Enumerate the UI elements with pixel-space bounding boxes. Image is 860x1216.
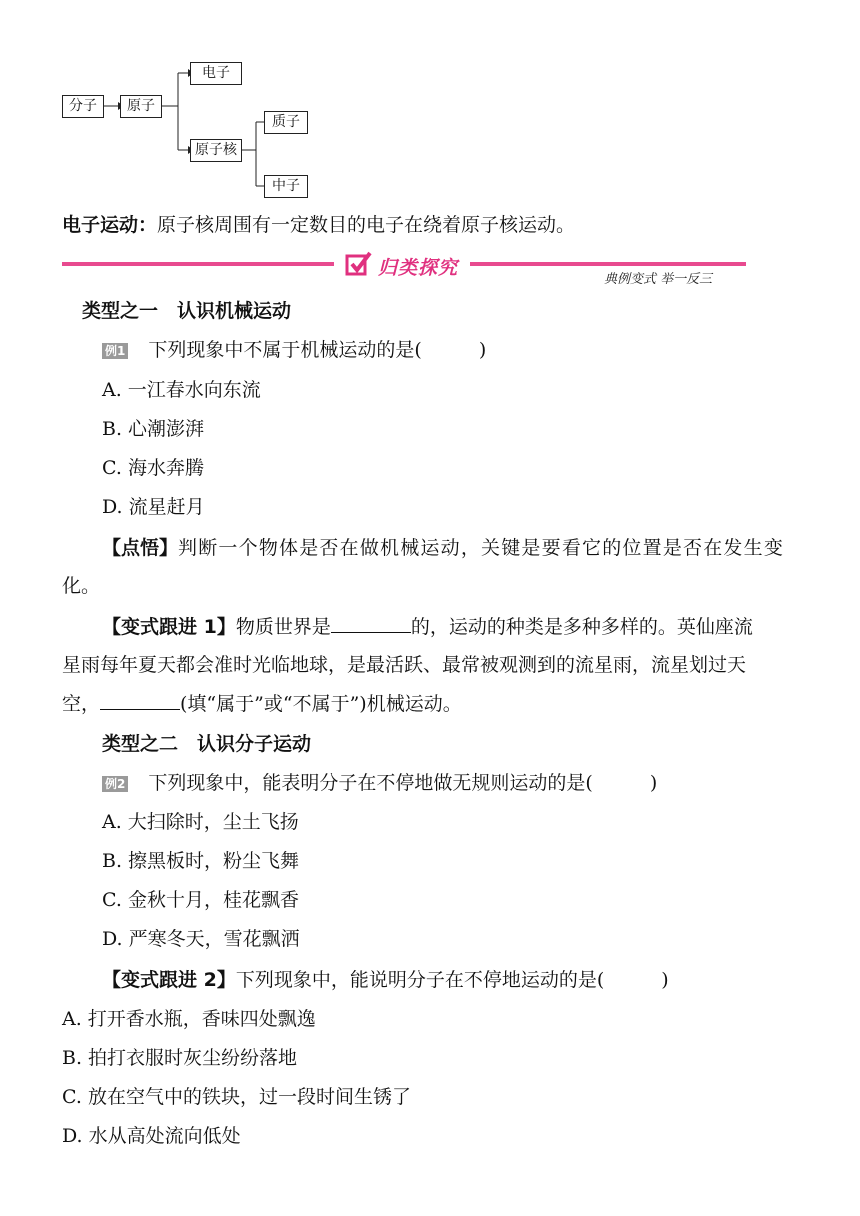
hint-label: 【点悟】 — [102, 537, 179, 559]
variant2-option-b: B. 拍打衣服时灰尘纷纷落地 — [62, 1047, 298, 1069]
example1-option-a: A. 一江春水向东流 — [102, 379, 261, 401]
node-atom: 原子 — [120, 95, 162, 118]
example2-tag: 例2 — [102, 776, 128, 792]
banner-title: 归类探究 — [378, 257, 459, 279]
electron-motion-label: 电子运动： — [62, 214, 158, 236]
checkbox-icon — [344, 250, 374, 278]
hint-line-2: 化。 — [62, 575, 101, 597]
example1-option-c: C. 海水奔腾 — [102, 457, 204, 479]
type2-heading: 类型之二 认识分子运动 — [102, 733, 312, 755]
variant1-line-2: 星雨每年夏天都会准时光临地球，是最活跃、最常被观测到的流星雨，流星划过天 — [62, 654, 747, 676]
example2-question — [102, 770, 657, 796]
variant1-text-1b: 的，运动的种类是多种多样的。英仙座流 — [410, 616, 753, 638]
type1-heading: 类型之一 认识机械运动 — [82, 300, 292, 322]
example2-option-a: A. 大扫除时，尘土飞扬 — [102, 811, 299, 833]
variant2-question — [102, 967, 669, 993]
hint-line-1 — [102, 535, 784, 561]
variant1-text-3b: (填“属于”或“不属于”)机械运动。 — [180, 693, 462, 715]
example2-question-text: 下列现象中，能表明分子在不停地做无规则运动的是( ) — [148, 772, 658, 794]
example1-option-b: B. 心潮澎湃 — [102, 418, 205, 440]
node-nucleus: 原子核 — [190, 139, 242, 162]
electron-motion-line — [62, 212, 575, 238]
variant2-question-text: 下列现象中，能说明分子在不停地运动的是( ) — [235, 969, 669, 991]
node-molecule: 分子 — [62, 95, 104, 118]
node-electron: 电子 — [190, 62, 242, 85]
example1-question — [102, 337, 486, 363]
variant1-line-3 — [62, 691, 462, 717]
variant2-label: 【变式跟进 2】 — [102, 969, 236, 991]
banner-line-left — [62, 262, 334, 266]
example1-option-d: D. 流星赶月 — [102, 496, 205, 518]
variant2-option-c: C. 放在空气中的铁块，过一段时间生锈了 — [62, 1086, 411, 1108]
variant2-option-d: D. 水从高处流向低处 — [62, 1125, 241, 1147]
banner-subtitle: 典例变式 举一反三 — [604, 272, 713, 287]
example1-question-text: 下列现象中不属于机械运动的是( ) — [148, 339, 487, 361]
example2-option-d: D. 严寒冬天，雪花飘洒 — [102, 928, 300, 950]
variant1-text-3a: 空， — [62, 693, 101, 715]
example2-option-b: B. 擦黑板时，粉尘飞舞 — [102, 850, 300, 872]
example1-tag: 例1 — [102, 343, 128, 359]
variant1-label: 【变式跟进 1】 — [102, 616, 236, 638]
node-proton: 质子 — [264, 111, 308, 134]
node-neutron: 中子 — [264, 175, 308, 198]
variant1-blank-1[interactable] — [331, 614, 411, 633]
example2-option-c: C. 金秋十月，桂花飘香 — [102, 889, 299, 911]
variant1-line-1 — [102, 614, 753, 640]
variant1-blank-2[interactable] — [100, 691, 180, 710]
electron-motion-text: 原子核周围有一定数目的电子在绕着原子核运动。 — [157, 214, 576, 236]
variant1-text-1a: 物质世界是 — [235, 616, 331, 638]
variant2-option-a: A. 打开香水瓶，香味四处飘逸 — [62, 1008, 316, 1030]
banner-line-right — [470, 262, 746, 266]
hint-text-1: 判断一个物体是否在做机械运动，关键是要看它的位置是否在发生变 — [178, 537, 785, 559]
